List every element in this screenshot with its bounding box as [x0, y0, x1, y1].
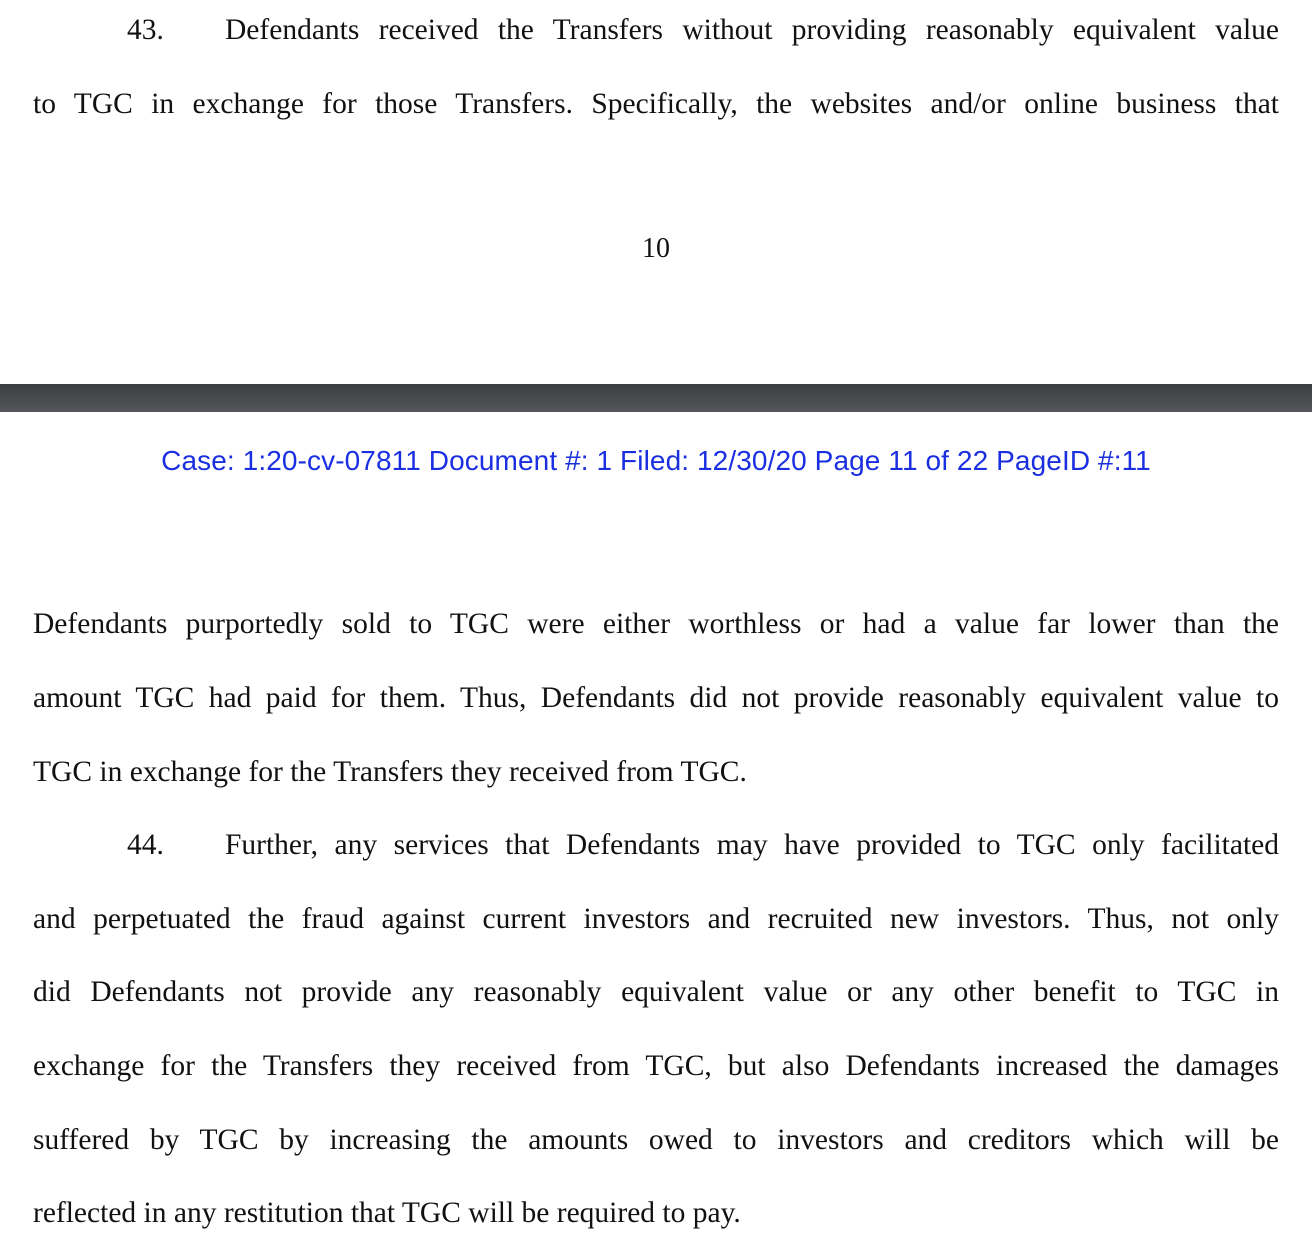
paragraph-text-line: reflected in any restitution that TGC will be required to pay. [33, 1197, 741, 1229]
case-header: Case: 1:20-cv-07811 Document #: 1 Filed: 12/30/20 Page 11 of 22 PageID #:11 [161, 445, 1151, 476]
paragraph-text-line: Defendants purportedly sold to TGC were either worthless or had a value far lower than the [33, 608, 1279, 640]
paragraph-43 [33, 12, 1279, 48]
paragraph-text-line: amount TGC had paid for them. Thus, Defendants did not provide reasonably equivalent value to [33, 682, 1279, 714]
page-number: 10 [642, 233, 670, 264]
paragraph-number: 44. [127, 829, 164, 861]
paragraph-text-line: and perpetuated the fraud against current investors and recruited new investors. Thus, not only [33, 903, 1279, 935]
paragraph-text-line: TGC in exchange for the Transfers they received from TGC. [33, 756, 747, 788]
paragraph-text-line: Defendants received the Transfers without providing reasonably equivalent value [225, 14, 1279, 46]
paragraph-text-line: to TGC in exchange for those Transfers. Specifically, the websites and/or online business that [33, 88, 1279, 120]
paragraph-text-line: Further, any services that Defendants may have provided to TGC only facilitated [225, 829, 1279, 861]
previous-page [0, 0, 1312, 384]
paragraph-text-line: exchange for the Transfers they received from TGC, but also Defendants increased the damages [33, 1050, 1279, 1082]
page-separator [0, 384, 1312, 412]
current-page [0, 412, 1312, 1240]
paragraph-44-first-line [33, 827, 1279, 863]
paragraph-text-line: suffered by TGC by increasing the amounts owed to investors and creditors which will be [33, 1124, 1279, 1156]
paragraph-text-line: did Defendants not provide any reasonably equivalent value or any other benefit to TGC in [33, 976, 1279, 1008]
paragraph-number: 43. [127, 14, 164, 46]
